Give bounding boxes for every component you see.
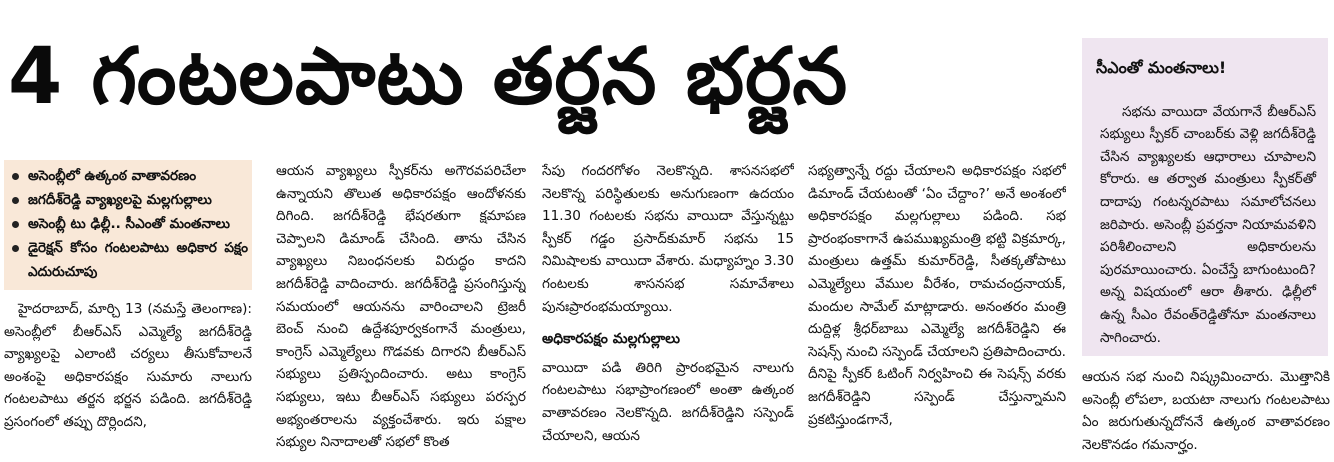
sidebar-title: సీఎంతో మంతనాలు!	[1096, 58, 1227, 77]
highlight-text: అసెంబ్లీ టు ఢిల్లీ.. సీఎంతో మంతనాలు	[28, 216, 230, 232]
bullet-icon	[12, 197, 19, 204]
highlight-item	[8, 164, 248, 188]
article-paragraph: సభ్యత్వాన్నే రద్దు చేయాలని అధికారపక్షం సభలో డిమాండ్ చేయటంతో ‘ఏం చేద్దాం?’ అనే అంశంలో అధికారపక్షం మల్లగుల్లాలు పడింది. సభ ప్రారంభంకాగానే ఉపముఖ్యమంత్రి భట్టి విక్రమార్క, మంత్రులు ఉత్తమ్ కుమార్‌రెడ్డి, సీతక్కతోపాటు ఎమ్మెల్యేలు వేముల వీరేశం, రామచంద్రనాయక్, మందుల సామేల్ మాట్లాడారు. అనంతరం మంత్రి దుద్దిళ్ల శ్రీధర్‌బాబు ఎమ్మెల్యే జగదీశ్‌రెడ్డిని ఈ సెషన్స్ నుంచి సస్పెండ్ చేయాలని ప్రతిపాదించారు. దీనిపై స్పీకర్ ఓటింగ్ నిర్వహించి ఈ సెషన్స్ వరకు జగదీశ్‌రెడ్డిని సస్పెండ్ చేస్తున్నామని ప్రకటిస్తుండగానే,	[808, 163, 1066, 428]
highlight-item	[8, 212, 248, 236]
section-subheading: అధికారపక్షం మల్లగుల్లాలు	[542, 331, 680, 348]
article-paragraph: హైదరాబాద్, మార్చి 13 (నమస్తే తెలంగాణ): అసెంబ్లీలో బీఆర్‌ఎస్ ఎమ్మెల్యే జగదీశ్‌రెడ్డి వ్యాఖ్యలపై ఎలాంటి చర్యలు తీసుకోవాలనే అంశంపై అధికారపక్షం సుమారు నాలుగు గంటలపాటు తర్జన భర్జన పడింది. జగదీశ్‌రెడ్డి ప్రసంగంలో తప్పు దొర్లిందని,	[4, 301, 252, 430]
column-2	[276, 160, 526, 460]
bullet-icon	[12, 173, 19, 180]
headline: 4 గంటలపాటు తర్జన భర్జన	[8, 32, 849, 122]
article-paragraph: సేపు గందరగోళం నెలకొన్నది. శాసనసభలో నెలకొన్న పరిస్థితులకు అనుగుణంగా ఉదయం 11.30 గంటలకు సభను వాయిదా వేస్తున్నట్టు స్పీకర్ గడ్డం ప్రసాద్‌కుమార్ సభను 15 నిమిషాలకు వాయిదా వేశారు. మధ్యాహ్నం 3.30 గంటలకు శాసనసభ సమావేశాలు పునఃప్రారంభమయ్యాయి.	[542, 163, 794, 315]
sidebar-box	[1082, 38, 1328, 356]
highlight-item	[8, 188, 248, 212]
bullet-icon	[12, 221, 19, 228]
article-paragraph: ఆయన సభ నుంచి నిష్క్రమించారు. మొత్తానికి అసెంబ్లీ లోపలా, బయటా నాలుగు గంటలపాటు ఏం జరుగుతున్నదోననే ఉత్కంఠ వాతావరణం నెలకొనడం గమనార్హం.	[1082, 369, 1330, 453]
sidebar-body: సభను వాయిదా వేయగానే బీఆర్‌ఎస్ సభ్యులు స్పీకర్ చాంబర్‌కు వెళ్లి జగదీశ్‌రెడ్డి చేసిన వ్యాఖ్యలకు ఆధారాలు చూపాలని కోరారు. ఆ తర్వాత మంత్రులు స్పీకర్‌తో దాదాపు గంటన్నరపాటు సమాలోచనలు జరిపారు. అసెంబ్లీ ప్రవర్తనా నియామవళిని పరిశీలించాలని అధికారులను పురమాయించారు. ఏంచేస్తే బాగుంటుంది? అన్న విషయంలో ఆరా తీశారు. ఢిల్లీలో ఉన్న సీఎం రేవంత్‌రెడ్డితోనూ మంతనాలు సాగించారు.	[1100, 103, 1316, 346]
highlight-item	[8, 236, 248, 284]
bullet-icon	[12, 245, 19, 252]
highlight-text: డైరెక్షన్ కోసం గంటలపాటు అధికార పక్షం ఎదురుచూపు	[28, 240, 248, 280]
column-5	[1082, 366, 1330, 462]
column-4	[808, 160, 1066, 460]
article-paragraph: వాయిదా పడి తిరిగి ప్రారంభమైన నాలుగు గంటలపాటు సభాప్రాంగణంలో అంతా ఉత్కంఠ వాతావరణం నెలకొన్నది. జగదీశ్‌రెడ్డిని సస్పెండ్ చేయాలని, ఆయన	[542, 359, 794, 444]
column-1	[4, 160, 252, 460]
column-3	[542, 160, 794, 460]
article-paragraph: ఆయన వ్యాఖ్యలు స్పీకర్‌ను అగౌరవపరిచేలా ఉన్నాయని తొలుత అధికారపక్షం ఆందోళనకు దిగింది. జగదీశ్‌రెడ్డి భేషరతుగా క్షమాపణ చెప్పాలని డిమాండ్ చేసింది. తాను చేసిన వ్యాఖ్యలు నిబంధనలకు విరుద్ధం కాదని జగదీశ్‌రెడ్డి వాదించారు. జగదీశ్‌రెడ్డి ప్రసంగిస్తున్న సమయంలో ఆయనను వారించాలని ట్రెజరీ బెంచ్ నుంచి ఉద్దేశపూర్వకంగానే మంత్రులు, కాంగ్రెస్ ఎమ్మెల్యేలు గొడవకు దిగారని బీఆర్‌ఎస్ సభ్యులు ప్రతిస్పందించారు. అటు కాంగ్రెస్ సభ్యులు, ఇటు బీఆర్‌ఎస్ సభ్యులు పరస్పర అభ్యంతరాలను వ్యక్తంచేశారు. ఇరు పక్షాల సభ్యుల నినాదాలతో సభలో కొంత	[276, 163, 526, 451]
highlight-text: జగదీశ్‌రెడ్డి వ్యాఖ్యలపై మల్లగుల్లాలు	[28, 192, 212, 208]
highlight-text: అసెంబ్లీలో ఉత్కంఠ వాతావరణం	[28, 168, 197, 184]
highlights-box	[4, 160, 252, 290]
